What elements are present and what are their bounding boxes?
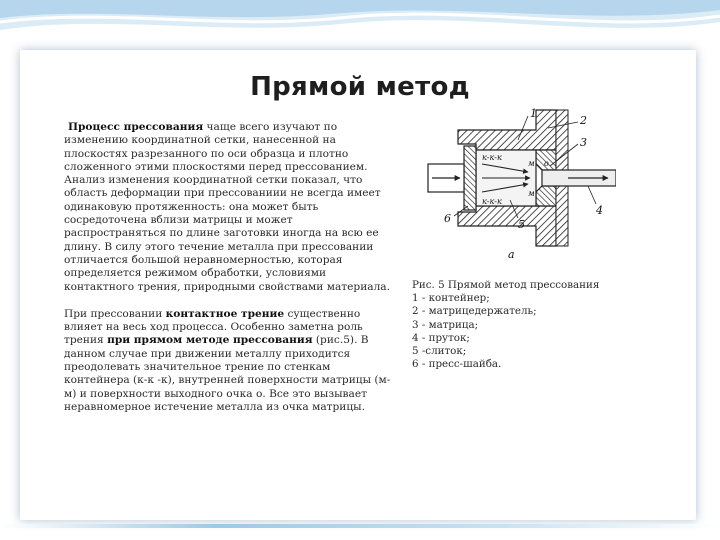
press-washer <box>464 146 476 210</box>
label-3: 3 <box>580 136 587 149</box>
paragraph-1 <box>64 121 394 294</box>
caption-item: 2 - матрицедержатель; <box>412 305 537 318</box>
page-title: Прямой метод <box>250 72 470 102</box>
label-6: 6 <box>444 212 451 225</box>
caption-item: 5 -слиток; <box>412 345 467 358</box>
container-top-wall <box>458 110 556 150</box>
caption-item: 6 - пресс-шайба. <box>412 358 502 371</box>
caption-title: Рис. 5 Прямой метод прессования <box>412 279 600 291</box>
term-direct-method: при прямом методе прессования <box>107 334 313 347</box>
label-m-bottom: м <box>528 189 535 198</box>
paragraph-2-text-b: существенно влияет на весь ход процесса. Особенно заметна роль трения <box>64 307 363 347</box>
caption-item: 4 - пруток; <box>412 331 470 344</box>
paragraph-2-text-c: (рис.5). В данном случае при движении металлу приходится преодолевать значительное трение по стенкам контейнера (к-к -к), внутренней поверхности матрицы (м-м) и поверхности выходного очка о. Все это вызывает неравномерное истечение металла из очка матрицы. <box>64 334 391 413</box>
die-lower <box>536 186 556 206</box>
pressing-diagram <box>418 108 616 268</box>
leader-4 <box>588 186 596 204</box>
label-kkk-top: к-к-к <box>482 153 502 162</box>
term-contact-friction: контактное трение <box>165 307 285 320</box>
label-2: 2 <box>580 114 587 127</box>
caption-item: 1 - контейнер; <box>412 292 490 305</box>
main-text <box>64 121 394 414</box>
caption-item: 3 - матрица; <box>412 318 479 331</box>
term-pressing-process: Процесс прессования <box>68 121 204 133</box>
label-1: 1 <box>530 108 537 120</box>
paragraph-1-text: чаще всего изучают по изменению координатной сетки, нанесенной на плоскостях разрезанного по оси образца и плотно сложенного этими плоскостями перед прессованием. Анализ изменения координатной сетки показал, что область деформации при прессованиии не всегда имеет одинаковую протяженность: она может быть сосредоточена вблизи матрицы и может распространяться по длине заготовки иногда на всю ее длину. В силу этого течение металла при прессовании отличается большой неравномерностью, которая определяется режимом обработки, условиями контактного трения, природными свойствами материала. <box>64 121 390 293</box>
label-m-top: м <box>528 159 535 168</box>
label-5: 5 <box>518 218 525 231</box>
figure-caption <box>412 279 612 371</box>
label-o: о <box>544 159 549 168</box>
container-bottom-wall <box>458 206 556 246</box>
paragraph-2-text-a: При прессовании <box>64 307 166 320</box>
label-kkk-bottom: к-к-к <box>482 197 502 206</box>
paragraph-2 <box>64 308 394 414</box>
bottom-accent-line <box>0 524 720 528</box>
figure-sublabel: а <box>508 248 515 261</box>
label-4: 4 <box>596 204 603 217</box>
